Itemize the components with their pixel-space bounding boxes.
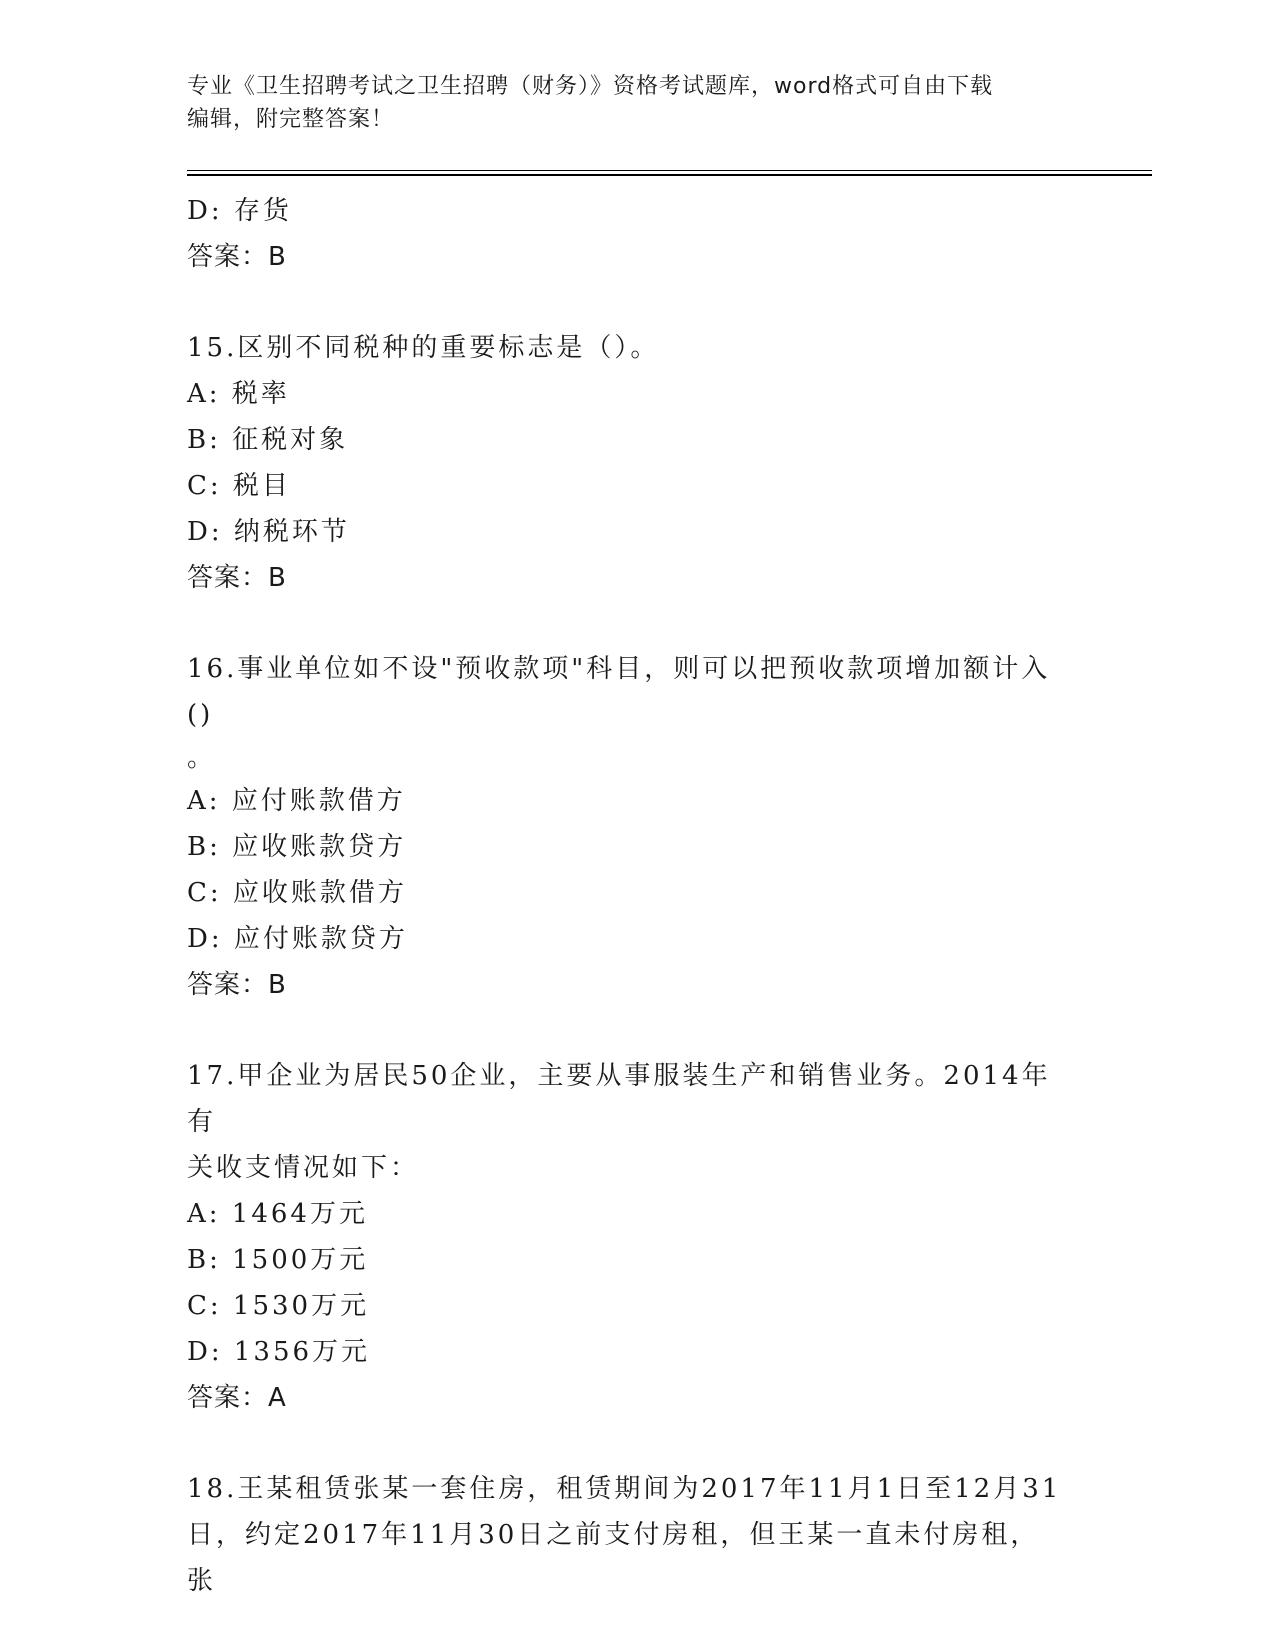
- option-d: D: 1356万元: [187, 1337, 371, 1367]
- question-17: [187, 1053, 1067, 1421]
- document-header: [187, 70, 1067, 136]
- option-d: D: 存货: [187, 196, 292, 226]
- question-18: [187, 1466, 1067, 1604]
- option-c: C: 税目: [187, 471, 291, 501]
- previous-question-tail: [187, 188, 1067, 280]
- question-16: [187, 646, 1067, 1008]
- question-15: [187, 325, 1067, 601]
- header-line-1: 专业《卫生招聘考试之卫生招聘（财务）》资格考试题库，word格式可自由下载: [187, 74, 994, 99]
- answer-line: 答案：B: [187, 563, 287, 593]
- question-stem-line-1: 17.甲企业为居民50企业，主要从事服装生产和销售业务。2014年有: [187, 1061, 1051, 1137]
- question-stem: 15.区别不同税种的重要标志是（）。: [187, 333, 660, 363]
- header-divider-thick: [187, 174, 1152, 176]
- header-line-2: 编辑，附完整答案！: [187, 107, 395, 132]
- option-d: D: 纳税环节: [187, 517, 350, 547]
- question-stem-line-1: 18.王某租赁张某一套住房，租赁期间为2017年11月1日至12月31: [187, 1474, 1062, 1504]
- option-c: C: 1530万元: [187, 1291, 370, 1321]
- answer-line: 答案：B: [187, 970, 287, 1000]
- answer-line: 答案：A: [187, 1383, 287, 1413]
- option-a: A: 应付账款借方: [187, 786, 406, 816]
- option-a: A: 1464万元: [187, 1199, 368, 1229]
- option-c: C: 应收账款借方: [187, 878, 407, 908]
- option-d: D: 应付账款贷方: [187, 924, 408, 954]
- option-b: B: 应收账款贷方: [187, 832, 407, 862]
- option-b: B: 征税对象: [187, 425, 349, 455]
- header-divider-thin: [187, 170, 1152, 171]
- question-stem-line-1: 16.事业单位如不设"预收款项"科目，则可以把预收款项增加额计入(): [187, 654, 1051, 730]
- question-stem-line-2: 。: [187, 743, 217, 773]
- answer-line: 答案：B: [187, 242, 287, 272]
- question-stem-line-2: 日，约定2017年11月30日之前支付房租，但王某一直未付房租，张: [187, 1520, 1040, 1596]
- option-b: B: 1500万元: [187, 1245, 369, 1275]
- question-list: [187, 188, 1067, 1604]
- option-a: A: 税率: [187, 379, 290, 409]
- question-stem-line-2: 关收支情况如下：: [187, 1153, 420, 1183]
